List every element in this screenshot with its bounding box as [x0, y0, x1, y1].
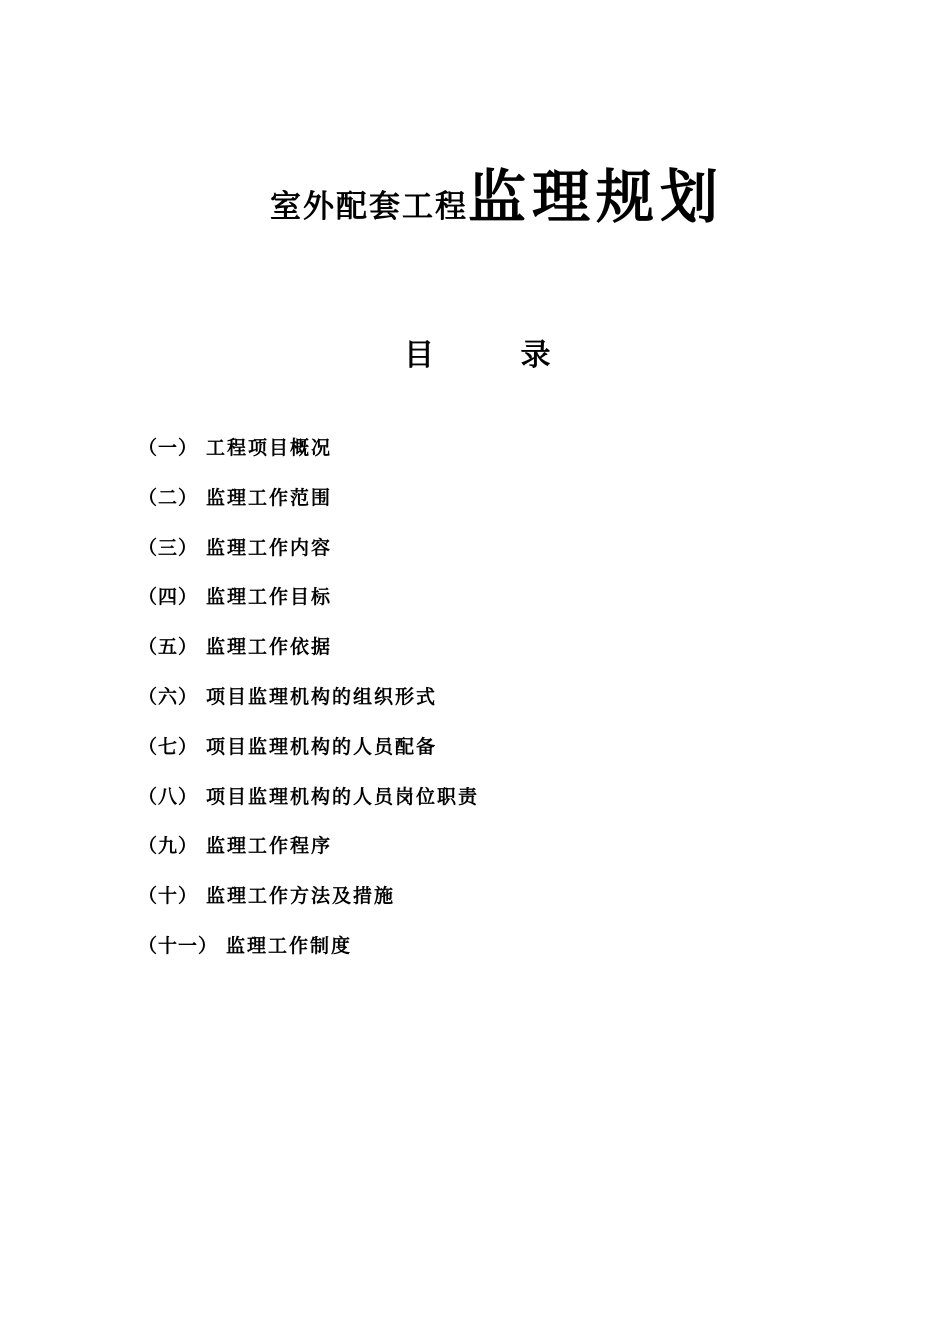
toc-item-label: 监理工作范围 — [206, 486, 333, 509]
toc-item — [138, 483, 838, 533]
toc-item — [138, 433, 838, 483]
title-prefix: 室外配套工程 — [270, 189, 468, 225]
table-of-contents — [138, 433, 838, 981]
toc-item-number: （四） — [138, 586, 199, 609]
toc-heading: 目 录 — [404, 338, 589, 373]
toc-item-label: 监理工作内容 — [206, 536, 333, 559]
toc-item-label: 监理工作程序 — [206, 835, 333, 858]
toc-item-label: 监理工作方法及措施 — [206, 885, 396, 908]
toc-item-number: （九） — [138, 835, 199, 858]
toc-item-number: （二） — [138, 486, 199, 509]
title-main: 监理规划 — [468, 163, 725, 231]
toc-item-label: 监理工作目标 — [206, 586, 333, 609]
toc-item — [138, 533, 838, 583]
toc-item-number: （八） — [138, 785, 199, 808]
toc-item-number: （十一） — [138, 934, 219, 957]
toc-item-number: （三） — [138, 536, 199, 559]
document-title — [270, 150, 830, 230]
toc-item-number: （七） — [138, 735, 199, 758]
toc-item-label: 监理工作制度 — [226, 934, 353, 957]
toc-item-number: （十） — [138, 885, 199, 908]
toc-item-label: 项目监理机构的人员配备 — [206, 735, 438, 758]
toc-item-label: 项目监理机构的人员岗位职责 — [206, 785, 480, 808]
toc-item — [138, 782, 838, 832]
toc-item — [138, 682, 838, 732]
toc-item-label: 监理工作依据 — [206, 636, 333, 659]
toc-item-number: （六） — [138, 685, 199, 708]
toc-item — [138, 632, 838, 682]
toc-item — [138, 831, 838, 881]
toc-item-label: 项目监理机构的组织形式 — [206, 685, 438, 708]
toc-item — [138, 931, 838, 981]
toc-item — [138, 881, 838, 931]
toc-item — [138, 732, 838, 782]
toc-item — [138, 582, 838, 632]
toc-item-label: 工程项目概况 — [206, 437, 333, 459]
toc-item-number: （五） — [138, 636, 199, 659]
toc-item-number: （一） — [138, 437, 199, 459]
